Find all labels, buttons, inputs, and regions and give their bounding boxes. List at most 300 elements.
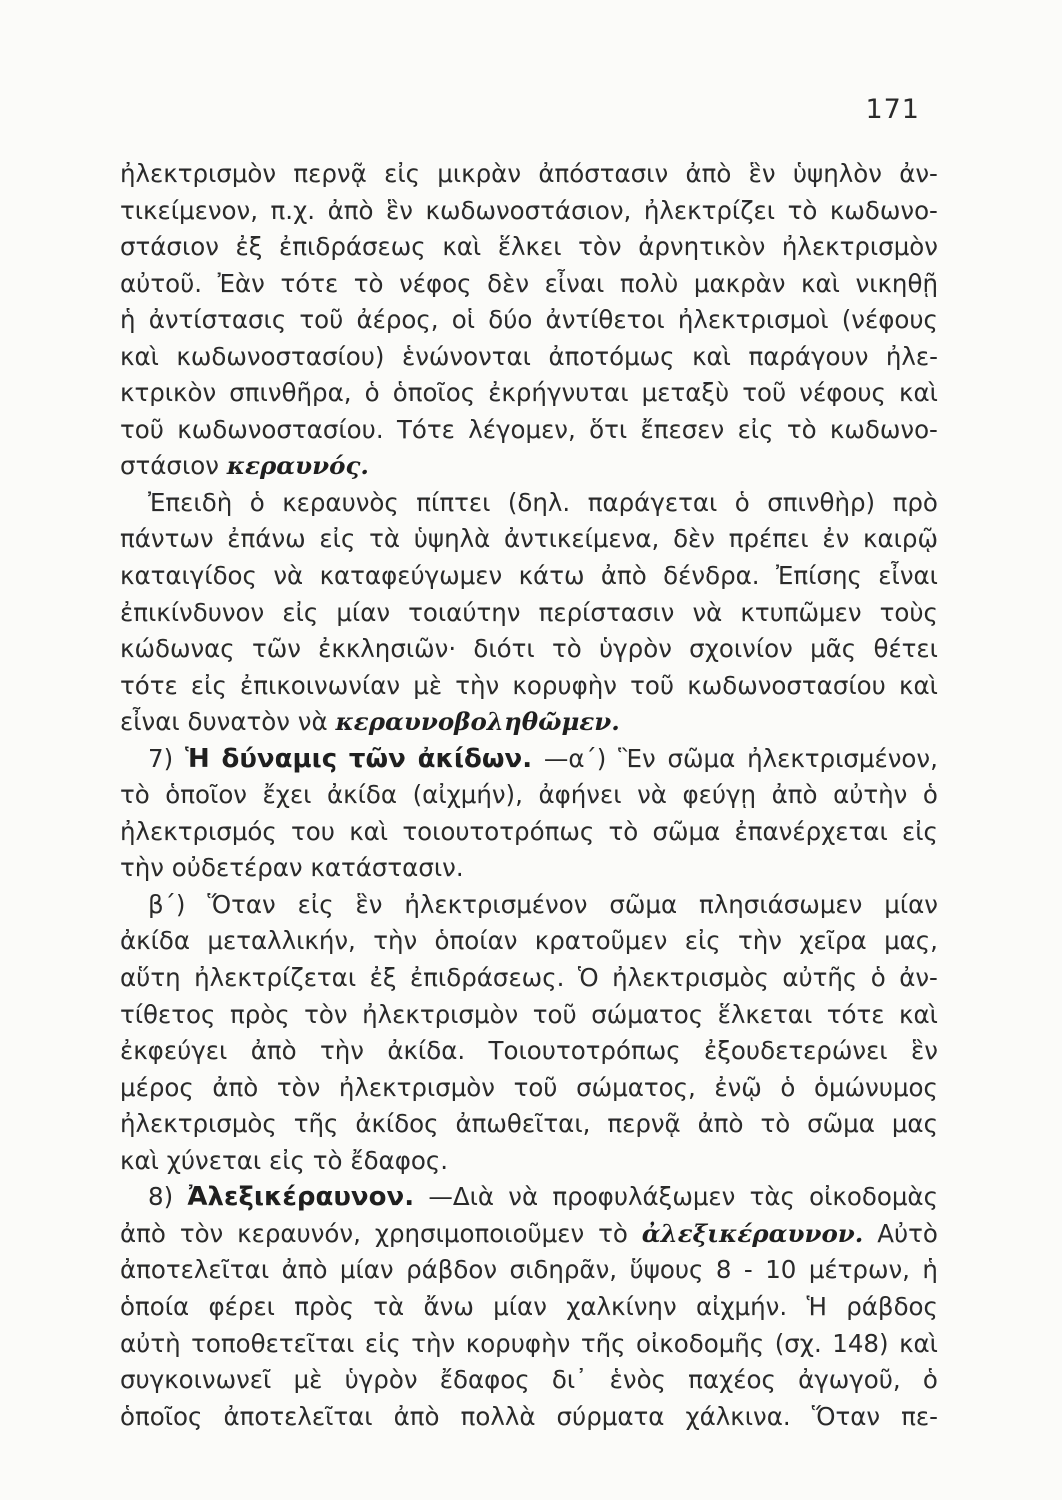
word: ἀπὸ: [771, 780, 818, 810]
word: καὶ: [349, 816, 389, 846]
text-line: [120, 887, 938, 924]
word: Ἐὰν: [217, 268, 265, 298]
word: ἀπὸ: [212, 1072, 259, 1102]
word: ὁ: [734, 487, 750, 517]
text-line: [120, 1399, 938, 1436]
word: παχέος: [688, 1365, 776, 1395]
word: τὸ: [312, 1145, 343, 1175]
word: πίπτει: [416, 487, 491, 517]
word: νὰ: [273, 561, 304, 591]
text-line: [120, 777, 938, 814]
word: οὐδετέραν: [171, 853, 303, 883]
word: (σχ.: [774, 1328, 822, 1358]
text-line: [120, 741, 938, 778]
word: ἀκίδα.: [387, 1036, 466, 1066]
word: ὕψους: [629, 1255, 704, 1285]
word: 8: [715, 1255, 732, 1285]
word: παράγουν: [748, 341, 869, 371]
text-line: [120, 1106, 938, 1143]
word: τοῦ: [120, 414, 164, 444]
word: 148): [832, 1328, 889, 1358]
word: ἓν: [911, 1036, 938, 1066]
text-line: [120, 595, 938, 632]
word: Ὅταν: [207, 889, 276, 919]
word: τὰ: [373, 1291, 405, 1321]
word: τὸ: [353, 268, 384, 298]
word: τὸ: [551, 634, 582, 664]
text-line: [120, 1143, 938, 1180]
word: ἀντίστασις: [148, 305, 287, 335]
word: δυνατὸν: [187, 707, 290, 737]
word: ἀπὸ: [327, 195, 374, 225]
word: κτρικὸν: [120, 378, 217, 408]
word: κατάστασιν.: [310, 853, 464, 883]
word: δένδρα.: [663, 561, 760, 591]
word: κωδωνο-: [829, 195, 938, 225]
word: τότε: [826, 999, 885, 1029]
word: κάτω: [518, 561, 585, 591]
word: τὸν: [578, 232, 622, 262]
text-line: [120, 1252, 938, 1289]
word: νὰ: [297, 707, 328, 737]
word: σώματος: [591, 999, 704, 1029]
word: —Διὰ: [428, 1182, 495, 1212]
word: ἐνῷ: [714, 1072, 762, 1102]
word: ἡ: [120, 305, 136, 335]
word: φεύγῃ: [682, 780, 757, 810]
body-text: [120, 156, 938, 1435]
word: μὲ: [413, 670, 443, 700]
word: 10: [765, 1255, 797, 1285]
word: ἀφήνει: [538, 780, 622, 810]
word: ἐπικοινωνίαν: [240, 670, 401, 700]
word: μας,: [884, 926, 938, 956]
text-line: [120, 960, 938, 997]
word: καὶ: [899, 999, 938, 1029]
word: εἰς: [269, 1145, 305, 1175]
word: ἓν: [386, 195, 413, 225]
word: ἀκίδος: [355, 1109, 439, 1139]
word: ἔδαφος: [439, 1365, 530, 1395]
word: τοῦ: [742, 378, 787, 408]
word: παράγεται: [587, 487, 718, 517]
word: ὁποῖον: [165, 780, 247, 810]
word: ὁ: [364, 378, 380, 408]
word: διότι: [473, 634, 535, 664]
word: ἀκίδα: [120, 926, 191, 956]
word: τὸ: [786, 414, 817, 444]
word: αὕτη: [120, 963, 181, 993]
text-line: [120, 1362, 938, 1399]
word: ὁ: [249, 487, 265, 517]
word: -: [743, 1255, 753, 1285]
word: ἐπανέρχεται: [734, 816, 888, 846]
emphasized-word: κεραυνός.: [226, 451, 369, 481]
word: μὲ: [293, 1365, 323, 1395]
word: ὅτι: [589, 414, 628, 444]
word: ἀκίδα: [327, 780, 398, 810]
word: Ἡ: [806, 1291, 827, 1321]
text-line: [120, 448, 938, 485]
word: του: [291, 816, 335, 846]
word: αὐτῆς: [782, 963, 858, 993]
word: ἐν: [822, 524, 850, 554]
word: Αὐτὸ: [877, 1218, 938, 1248]
word: μίαν: [884, 889, 938, 919]
emphasized-word: ἀλεξικέραυνον.: [641, 1218, 864, 1248]
word: στάσιον: [120, 451, 219, 481]
text-line: [120, 558, 938, 595]
word: τὸ: [760, 1109, 791, 1139]
word: ἡ: [922, 1255, 938, 1285]
word: ἀν-: [899, 159, 938, 188]
word: τὸν: [304, 999, 348, 1029]
word: Ὅταν: [811, 1401, 881, 1431]
word: αὐτὴν: [833, 780, 908, 810]
word: ἀπὸ: [685, 159, 732, 188]
word: ὑψηλὸν: [792, 159, 882, 188]
word: δὲν: [487, 268, 530, 298]
word: ἐπάνω: [227, 524, 306, 554]
text-line: [120, 412, 938, 449]
word: ἐπιδράσεως.: [409, 963, 565, 993]
word: τῆς: [293, 1109, 339, 1139]
word: τὰ: [369, 524, 400, 554]
word: εἶναι: [120, 707, 180, 737]
word: ἔχει: [262, 780, 312, 810]
word: μίαν: [493, 1291, 547, 1321]
text-line: [120, 229, 938, 266]
word: πρέπει: [728, 524, 809, 554]
text-line: [120, 1033, 938, 1070]
word: π.χ.: [270, 195, 316, 225]
word: σύρματα: [556, 1401, 665, 1431]
word: ἀποτελεῖται: [223, 1401, 373, 1431]
word: τὰς: [749, 1182, 795, 1212]
word: περίστασιν: [538, 597, 675, 627]
word: ἓν: [355, 889, 383, 919]
word: ἠλεκτρισμένον: [404, 889, 588, 919]
word: προφυλάξωμεν: [552, 1182, 736, 1212]
word: ἀπὸ: [120, 1218, 166, 1248]
word: ἑνὸς: [609, 1365, 666, 1395]
word: νικηθῇ: [855, 268, 938, 298]
word: ἀπόστασιν: [538, 159, 669, 188]
section-heading-word: Ἀλεξικέραυνον.: [187, 1182, 415, 1213]
word: καὶ: [899, 378, 938, 408]
word: ἐκρήγνυται: [488, 378, 629, 408]
word: μας: [891, 1109, 938, 1139]
word: ἀπὸ: [600, 561, 647, 591]
word: ὁποῖος: [120, 1401, 203, 1431]
word: εἰς: [384, 159, 420, 188]
word: κεραυνὸς: [282, 487, 399, 517]
section-heading-word: ἀκίδων.: [417, 743, 533, 774]
word: ἐπικίνδυνον: [120, 597, 265, 627]
page-number: 171: [865, 94, 920, 125]
word: Ἐπειδὴ: [148, 487, 233, 517]
word: ἐξ: [369, 963, 397, 993]
word: σῶμα: [667, 743, 736, 773]
word: ὁμώνυμος: [814, 1072, 938, 1102]
word: συγκοινωνεῖ: [120, 1365, 272, 1395]
word: τοιουτοτρόπως: [402, 816, 595, 846]
text-line: [120, 266, 938, 303]
word: χρησιμοποιοῦμεν: [374, 1218, 585, 1248]
word: στάσιον: [120, 232, 219, 262]
text-line: [120, 1179, 938, 1216]
word: σπινθῆρα,: [229, 378, 352, 408]
word: περνᾷ: [293, 159, 367, 188]
text-line: [120, 1326, 938, 1363]
word: φέρει: [208, 1291, 275, 1321]
text-line: [120, 302, 938, 339]
word: ράβδος: [846, 1291, 938, 1321]
word: καταιγίδος: [120, 561, 257, 591]
word: λέγομεν,: [468, 414, 576, 444]
word: (δηλ.: [507, 487, 571, 517]
word: κωδωνοστασίου: [687, 670, 886, 700]
word: δὲν: [673, 524, 715, 554]
word: εἰς: [684, 926, 721, 956]
word: ἀπὸ: [393, 1401, 440, 1431]
text-line: [120, 1070, 938, 1107]
word: σῶμα: [807, 1109, 875, 1139]
word: κωδωνο-: [829, 414, 938, 444]
word: ἠλεκτρισμὸς: [120, 1109, 277, 1139]
word: τὸν: [276, 1072, 321, 1102]
word: κορυφὴν: [512, 670, 617, 700]
word: ὁποῖος: [392, 378, 476, 408]
word: μᾶς: [810, 634, 857, 664]
word: ἑνώνονται: [401, 341, 531, 371]
word: μίαν: [336, 597, 391, 627]
word: ἀν-: [899, 963, 938, 993]
word: ὁ: [922, 780, 938, 810]
word: τοποθετεῖται: [191, 1328, 355, 1358]
word: μίαν: [339, 1255, 394, 1285]
text-line: [120, 521, 938, 558]
word: 7): [148, 743, 174, 773]
word: τοιαύτην: [408, 597, 521, 627]
word: ἕλκεται: [717, 999, 813, 1029]
word: καὶ: [899, 1328, 938, 1358]
text-line: [120, 1289, 938, 1326]
section-heading-word: Ἡ: [184, 743, 210, 774]
word: εἰς: [190, 670, 227, 700]
word: ἀρνητικὸν: [638, 232, 766, 262]
word: νὰ: [692, 597, 723, 627]
text-line: [120, 485, 938, 522]
word: τότε: [120, 670, 178, 700]
word: τὸ: [787, 195, 818, 225]
word: κωδωνοστασίου): [176, 341, 385, 371]
word: ἐκφεύγει: [120, 1036, 228, 1066]
text-line: [120, 923, 938, 960]
word: ὑγρὸν: [599, 634, 672, 664]
word: εἰς: [737, 414, 774, 444]
word: ἠλεκτρίζει: [643, 195, 776, 225]
word: ἠλεκτρισμὸν: [781, 232, 938, 262]
word: τοῦ: [532, 999, 577, 1029]
word: κεραυνόν,: [237, 1218, 361, 1248]
word: —α΄): [543, 743, 607, 773]
word: κορυφὴν: [465, 1328, 571, 1358]
word: αὐτοῦ.: [120, 268, 203, 298]
word: σχοινίον: [689, 634, 793, 664]
word: πάντων: [120, 524, 214, 554]
word: τοῦ: [630, 670, 675, 700]
word: μεταλλικήν,: [207, 926, 356, 956]
word: τῶν: [251, 634, 301, 664]
text-line: [120, 631, 938, 668]
word: εἶναι: [544, 268, 605, 298]
word: σῶμα: [609, 889, 678, 919]
word: εἰς: [297, 889, 334, 919]
word: τὴν: [411, 1328, 456, 1358]
word: Ἐπίσης: [775, 561, 862, 591]
word: (νέφους: [841, 305, 938, 335]
word: ἄνω: [423, 1291, 474, 1321]
word: τικείμενον,: [120, 195, 258, 225]
word: ράβδον: [406, 1255, 498, 1285]
word: τοῦ: [513, 1072, 558, 1102]
word: τὸ: [608, 816, 639, 846]
word: ἐξουδετερώνει: [704, 1036, 888, 1066]
text-line: [120, 375, 938, 412]
word: εἰς: [319, 524, 356, 554]
word: ἀποτόμως: [548, 341, 675, 371]
text-line: [120, 814, 938, 851]
word: καιρῷ: [863, 524, 938, 554]
word: τὴν: [319, 1036, 364, 1066]
word: ἀπὸ: [250, 1036, 297, 1066]
word: ὁ: [870, 963, 886, 993]
word: εἰς: [282, 597, 319, 627]
word: χεῖρα: [799, 926, 867, 956]
word: πε-: [901, 1401, 938, 1431]
word: οἱ: [451, 305, 476, 335]
word: ἠλεκτρισμός: [120, 816, 277, 846]
word: εἶναι: [878, 561, 938, 591]
word: τότε: [280, 268, 339, 298]
word: μέτρων,: [808, 1255, 910, 1285]
text-line: [120, 997, 938, 1034]
word: τοῦ: [299, 305, 344, 335]
word: κτυπῶμεν: [740, 597, 862, 627]
word: σπινθὴρ): [767, 487, 876, 517]
word: ἠλε-: [885, 341, 938, 371]
word: Τοιουτοτρόπως: [488, 1036, 681, 1066]
word: ἠλεκτρισμὸν: [362, 999, 519, 1029]
word: ἐκκλησιῶν·: [318, 634, 457, 664]
word: καὶ: [899, 670, 938, 700]
word: τὸν: [179, 1218, 224, 1248]
word: ἕλκει: [497, 232, 562, 262]
text-line: [120, 1216, 938, 1253]
emphasized-word: κεραυνοβοληθῶμεν.: [335, 707, 620, 737]
word: ὁποίαν: [434, 926, 518, 956]
word: χάλκινα.: [685, 1401, 791, 1431]
word: ὁ: [780, 1072, 796, 1102]
word: τὸ: [120, 780, 150, 810]
word: τοὺς: [879, 597, 938, 627]
word: ἠλεκτρισμοὶ: [677, 305, 829, 335]
word: τὴν: [120, 853, 164, 883]
word: τὴν: [455, 670, 500, 700]
word: χύνεται: [166, 1145, 262, 1175]
word: νέφους: [799, 378, 886, 408]
word: ἠλεκτρισμένον,: [747, 743, 938, 773]
word: ἓν: [748, 159, 776, 188]
word: τίθετος: [120, 999, 216, 1029]
word: Ἓν: [618, 743, 656, 773]
word: εἰς: [364, 1328, 401, 1358]
word: εἰς: [902, 816, 938, 846]
section-heading-word: τῶν: [348, 743, 406, 774]
word: τὴν: [737, 926, 782, 956]
text-line: [120, 668, 938, 705]
word: κρατοῦμεν: [534, 926, 668, 956]
word: μέρος: [120, 1072, 194, 1102]
word: πολλὰ: [460, 1401, 536, 1431]
word: ἔδαφος.: [350, 1145, 449, 1175]
word: ἠλεκτρισμὸν: [120, 159, 277, 188]
word: χαλκίνην: [566, 1291, 677, 1321]
word: ὑψηλὰ: [413, 524, 491, 554]
word: πρὸς: [294, 1291, 354, 1321]
word: καὶ: [801, 268, 840, 298]
text-line: [120, 156, 938, 193]
word: κωδωνοστάσιον,: [425, 195, 632, 225]
word: ὁποία: [120, 1291, 190, 1321]
word: Ὁ: [577, 963, 599, 993]
word: ἀέρος,: [356, 305, 439, 335]
word: ἀντικείμενα,: [504, 524, 660, 554]
word: τὸ: [598, 1218, 628, 1248]
word: πρὸς: [229, 999, 290, 1029]
word: τῆς: [580, 1328, 626, 1358]
word: κωδωνοστασίου.: [177, 414, 384, 444]
word: τὴν: [373, 926, 418, 956]
word: ἠλεκτρίζεται: [194, 963, 357, 993]
word: νὰ: [508, 1182, 539, 1212]
word: μικρὰν: [437, 159, 522, 188]
word: σῶμα: [652, 816, 721, 846]
word: ἔπεσεν: [640, 414, 725, 444]
word: νέφος: [399, 268, 472, 298]
text-line: [120, 704, 938, 741]
word: πολὺ: [619, 268, 679, 298]
word: σώματος,: [576, 1072, 696, 1102]
word: πρὸ: [892, 487, 938, 517]
word: κώδωνας: [120, 634, 235, 664]
word: ἀγωγοῦ,: [798, 1365, 901, 1395]
word: ὑγρὸν: [344, 1365, 418, 1395]
word: ὁ: [922, 1365, 938, 1395]
word: μεταξὺ: [641, 378, 730, 408]
word: ἀπὸ: [697, 1109, 744, 1139]
word: ἀπωθεῖται,: [455, 1109, 591, 1139]
text-line: [120, 339, 938, 376]
word: 8): [148, 1182, 174, 1212]
word: σιδηρᾶν,: [509, 1255, 618, 1285]
word: αὐτὴ: [120, 1328, 181, 1358]
word: καταφεύγωμεν: [319, 561, 503, 591]
word: (αἰχμήν),: [412, 780, 523, 810]
word: οἰκοδομὰς: [809, 1182, 938, 1212]
word: β΄): [148, 889, 186, 919]
